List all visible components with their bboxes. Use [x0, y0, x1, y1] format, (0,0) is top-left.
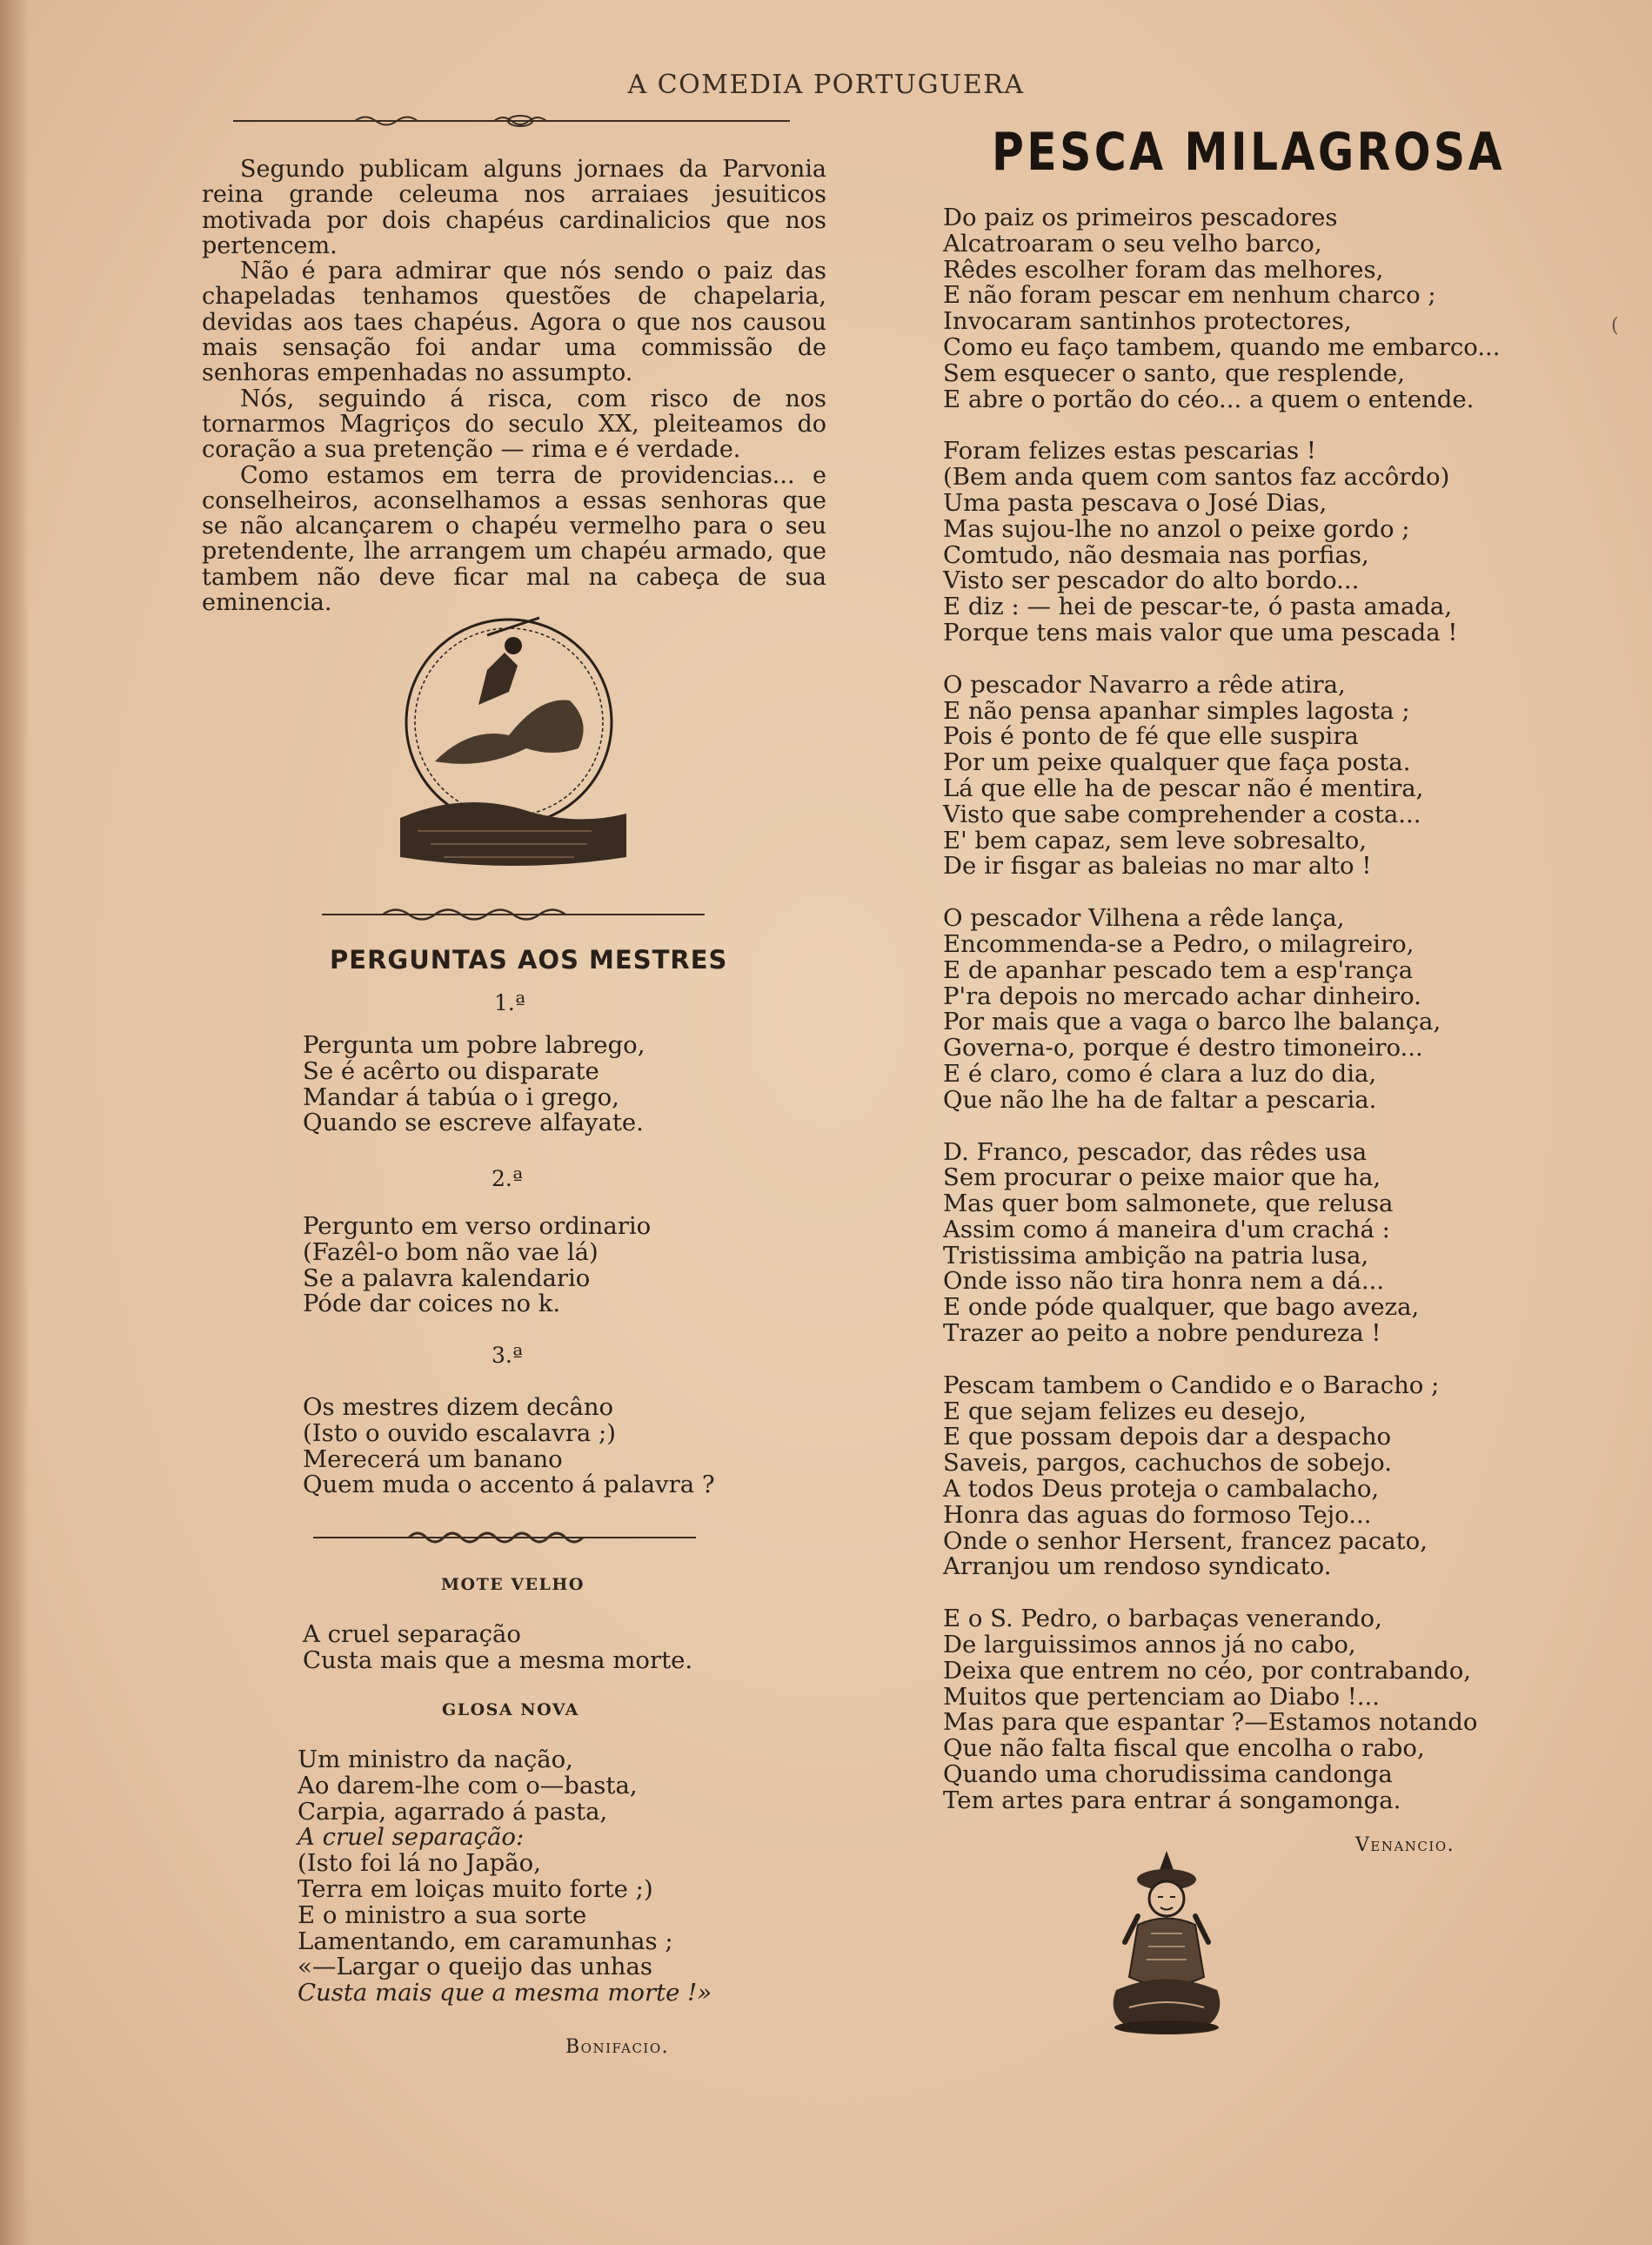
verse-line: Alcatroaram o seu velho barco,: [943, 229, 1322, 258]
verse-line: Pergunta um pobre labrego,: [303, 1031, 645, 1059]
horseman-vignette: [383, 600, 635, 879]
section-number: 3.ª: [492, 1343, 523, 1368]
verse-line: Como eu faço tambem, quando me embarco...: [943, 332, 1501, 361]
verse-line: «—Largar o queijo das unhas: [298, 1953, 653, 1981]
verse-line: Deixa que entrem no céo, por contrabando,: [943, 1656, 1472, 1685]
verse-line: Comtudo, não desmaia nas porfias,: [943, 540, 1369, 569]
glosa-verse: [298, 1747, 712, 2007]
verse-line: Assim como á maneira d'um crachá :: [943, 1215, 1390, 1243]
verse-line: A cruel separação:: [298, 1823, 525, 1852]
verse-line: Tristissima ambição na patria lusa,: [943, 1241, 1369, 1270]
stanza: [943, 205, 1501, 412]
verse-line: Póde dar coices no k.: [303, 1290, 561, 1318]
verse-line: Mas sujou-lhe no anzol o peixe gordo ;: [943, 514, 1410, 543]
verse-line: D. Franco, pescador, das rêdes usa: [943, 1137, 1368, 1166]
verse-line: O pescador Vilhena a rêde lança,: [943, 904, 1345, 933]
verse-line: E o S. Pedro, o barbaças venerando,: [943, 1605, 1382, 1633]
running-header: A COMEDIA PORTUGUERA: [627, 70, 1025, 100]
verse-line: De larguissimos annos já no cabo,: [943, 1631, 1356, 1659]
verse-line: Terra em loiças muito forte ;): [298, 1874, 653, 1903]
verse-line: O pescador Navarro a rêde atira,: [943, 670, 1346, 699]
verse-line: Rêdes escolher foram das melhores,: [943, 255, 1384, 284]
verse-line: E o ministro a sua sorte: [298, 1900, 587, 1929]
verse-line: De ir fisgar as baleias no mar alto !: [943, 852, 1372, 881]
verse-line: E de apanhar pescado tem a esp'rança: [943, 955, 1414, 984]
verse-line: Do paiz os primeiros pescadores: [943, 204, 1338, 231]
verse-line: Visto que sabe comprehender a costa...: [943, 800, 1421, 828]
verse-line: Mas para que espantar ?—Estamos notando: [943, 1708, 1478, 1737]
verse-line: Quando se escreve alfayate.: [303, 1109, 644, 1137]
pergunta-1-verse: [303, 1033, 645, 1136]
mote-verse: [303, 1622, 692, 1674]
article-paragraph: Como estamos em terra de providencias... e conselheiros, aconselhamos a essas senhoras que se não alcançarem o chapéu vermelho para o seu pretendente, lhe arrangem um chapéu armado, que tambem não deve ficar mal na cabeça de sua eminencia.: [202, 461, 826, 617]
stanza: [943, 906, 1501, 1113]
verse-line: Ao darem-lhe com o—basta,: [298, 1771, 638, 1799]
verse-line: Sem esquecer o santo, que resplende,: [943, 359, 1405, 387]
margin-mark: (: [1611, 315, 1619, 337]
verse-line: Governa-o, porque é destro timoneiro...: [943, 1034, 1423, 1062]
pesca-title: PESCA MILAGROSA: [992, 122, 1505, 183]
verse-line: Porque tens mais valor que uma pescada !: [943, 618, 1458, 647]
article-paragraph: Segundo publicam alguns jornaes da Parvonia reina grande celeuma nos arraiaes jesuiticos motivada por dois chapéus cardinalicios que nos pertencem.: [202, 156, 826, 259]
verse-line: Que não falta fiscal que encolha o rabo,: [943, 1734, 1425, 1763]
verse-line: Saveis, pargos, cachuchos de sobejo.: [943, 1449, 1392, 1478]
verse-line: Pescam tambem o Candido e o Baracho ;: [943, 1370, 1440, 1399]
verse-line: Carpia, agarrado á pasta,: [298, 1797, 608, 1826]
article-paragraph: Nós, seguindo á risca, com risco de nos tornarmos Magriços do seculo XX, pleiteamos do coração a sua pretenção — rima e é verdade.: [202, 385, 826, 464]
stanza: [943, 1606, 1501, 1813]
stanza: [943, 1370, 1501, 1581]
verse-line: Uma pasta pescava o José Dias,: [943, 488, 1328, 517]
verse-line: E é claro, como é clara a luz do dia,: [943, 1059, 1377, 1088]
verse-line: E diz : — hei de pescar-te, ó pasta amada,: [943, 593, 1453, 621]
verse-line: Sem procurar o peixe maior que ha,: [943, 1163, 1381, 1192]
verse-line: Trazer ao peito a nobre pendureza !: [943, 1319, 1381, 1348]
verse-line: Pergunto em verso ordinario: [303, 1212, 652, 1240]
pergunta-3-verse: [303, 1395, 715, 1498]
verse-line: A todos Deus proteja o cambalacho,: [943, 1475, 1380, 1504]
verse-line: Se a palavra kalendario: [303, 1263, 591, 1292]
verse-line: E que sejam felizes eu desejo,: [943, 1397, 1307, 1425]
verse-line: E que possam depois dar a despacho: [943, 1423, 1392, 1451]
signature-venancio: Venancio.: [1355, 1834, 1455, 1856]
verse-line: Muitos que pertenciam ao Diabo !...: [943, 1682, 1381, 1711]
verse-line: Quem muda o accento á palavra ?: [303, 1471, 715, 1499]
perguntas-title: PERGUNTAS AOS MESTRES: [330, 945, 728, 975]
verse-line: E abre o portão do céo... a quem o entende.: [943, 385, 1475, 413]
pesca-poem: [943, 205, 1501, 1814]
ornamental-divider-perguntas: [322, 905, 705, 924]
verse-line: Mas quer bom salmonete, que relusa: [943, 1190, 1394, 1218]
verse-line: Foram felizes estas pescarias !: [943, 437, 1316, 466]
ornamental-divider-mote: [313, 1528, 696, 1547]
verse-line: Mandar á tabúa o i grego,: [303, 1082, 619, 1111]
verse-line: Merecerá um banano: [303, 1444, 563, 1473]
stanza: [943, 1137, 1501, 1348]
verse-line: Honra das aguas do formoso Tejo...: [943, 1500, 1372, 1529]
verse-line: Onde o senhor Hersent, francez pacato,: [943, 1526, 1428, 1555]
verse-line: (Isto o ouvido escalavra ;): [303, 1418, 617, 1447]
verse-line: Lá que elle ha de pescar não é mentira,: [943, 774, 1424, 802]
verse-line: (Isto foi lá no Japão,: [298, 1849, 541, 1878]
verse-line: Os mestres dizem decâno: [303, 1393, 614, 1421]
glosa-title: GLOSA NOVA: [442, 1700, 579, 1719]
verse-line: Custa mais que a mesma morte.: [303, 1645, 693, 1674]
verse-line: (Fazêl-o bom não vae lá): [303, 1237, 599, 1266]
binding-edge: [0, 0, 30, 2245]
verse-line: Por mais que a vaga o barco lhe balança,: [943, 1008, 1441, 1036]
signature-bonifacio: Bonifacio.: [565, 2036, 670, 2058]
verse-line: A cruel separação: [303, 1620, 521, 1648]
verse-line: Um ministro da nação,: [298, 1746, 573, 1773]
seated-figure-vignette: [1103, 1846, 1230, 2038]
verse-line: E' bem capaz, sem leve sobresalto,: [943, 826, 1368, 854]
verse-line: Tem artes para entrar á songamonga.: [943, 1786, 1401, 1814]
verse-line: Por um peixe qualquer que faça posta.: [943, 748, 1411, 777]
verse-line: Se é acêrto ou disparate: [303, 1056, 599, 1085]
verse-line: E onde póde qualquer, que bago aveza,: [943, 1293, 1420, 1322]
section-number: 2.ª: [492, 1166, 523, 1191]
left-article: [202, 157, 826, 615]
verse-line: (Bem anda quem com santos faz accôrdo): [943, 463, 1450, 492]
stanza: [943, 439, 1501, 646]
section-number: 1.ª: [494, 990, 525, 1015]
verse-line: P'ra depois no mercado achar dinheiro.: [943, 982, 1421, 1010]
verse-line: Encommenda-se a Pedro, o milagreiro,: [943, 929, 1415, 958]
verse-line: Onde isso não tira honra nem a dá...: [943, 1267, 1385, 1296]
stanza: [943, 670, 1501, 881]
verse-line: Lamentando, em caramunhas ;: [298, 1927, 673, 1955]
article-paragraph: Não é para admirar que nós sendo o paiz das chapeladas tenhamos questões de chapelaria, devidas aos taes chapéus. Agora o que nos causou mais sensação foi andar uma commissão de senhoras empenhadas no assumpto.: [202, 258, 826, 387]
verse-line: Custa mais que a mesma morte !»: [298, 1979, 712, 2007]
verse-line: Arranjou um rendoso syndicato.: [943, 1552, 1332, 1581]
verse-line: Pois é ponto de fé que elle suspira: [943, 722, 1359, 751]
verse-line: E não foram pescar em nenhum charco ;: [943, 281, 1436, 310]
verse-line: E não pensa apanhar simples lagosta ;: [943, 696, 1410, 725]
verse-line: Visto ser pescador do alto bordo...: [943, 566, 1360, 595]
ornamental-divider-top: [233, 111, 790, 131]
verse-line: Invocaram santinhos protectores,: [943, 307, 1352, 336]
pergunta-2-verse: [303, 1214, 651, 1317]
verse-line: Que não lhe ha de faltar a pescaria.: [943, 1085, 1377, 1114]
mote-title: MOTE VELHO: [441, 1575, 585, 1594]
verse-line: Quando uma chorudissima candonga: [943, 1760, 1393, 1789]
